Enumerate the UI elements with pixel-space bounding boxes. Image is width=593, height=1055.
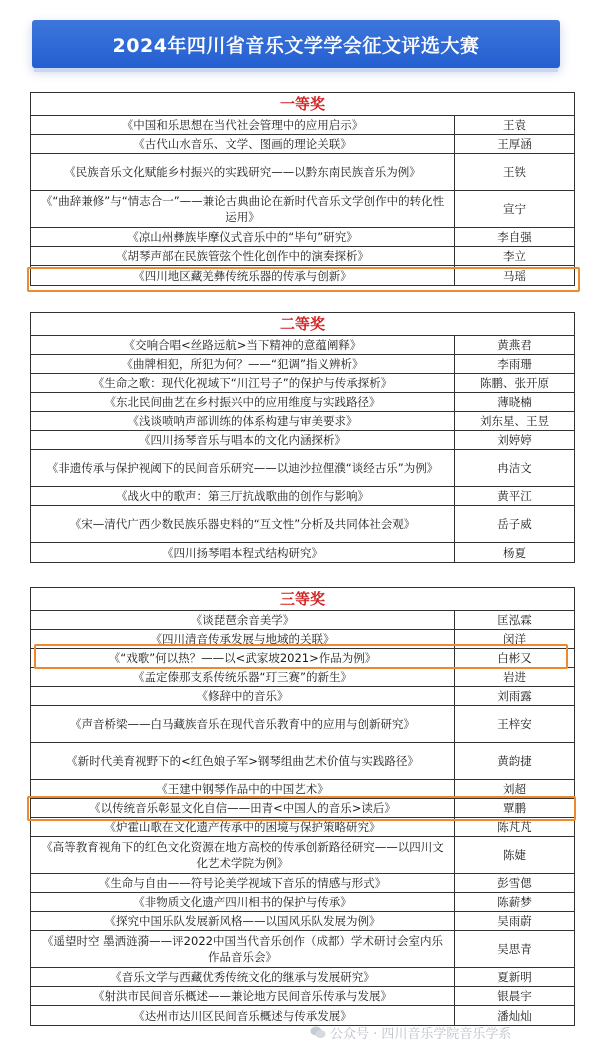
essay-title: 《修辞中的音乐》 — [31, 687, 455, 705]
essay-title: 《浅谈喷呐声部训练的体系构建与审美要求》 — [31, 412, 455, 430]
author-name: 刘东星、王昱 — [480, 414, 549, 428]
essay-title: 《宋—清代广西少数民族乐器史料的“互文性”分析及共同体社会观》 — [31, 506, 455, 542]
table-row — [31, 228, 574, 247]
author-name: 岩进 — [503, 670, 526, 684]
essay-title: 《四川扬琴音乐与唱本的文化内涵探析》 — [31, 431, 455, 449]
table-row — [31, 818, 574, 837]
author-name: 宣宁 — [503, 202, 526, 216]
essay-title: 《中国和乐思想在当代社会管理中的应用启示》 — [31, 116, 455, 134]
table-row — [31, 987, 574, 1006]
table-row — [31, 743, 574, 780]
author-name: 吴思青 — [497, 942, 532, 956]
table-row — [31, 374, 574, 393]
wechat-icon — [310, 1026, 326, 1039]
table-row — [31, 780, 574, 799]
table-row — [31, 611, 574, 630]
author-name: 银晨宇 — [497, 989, 532, 1003]
author-name: 闵洋 — [503, 632, 526, 646]
essay-title: 《射洪市民间音乐概述——兼论地方民间音乐传承与发展》 — [31, 987, 455, 1005]
author-name: 陈鹏、张开原 — [480, 376, 549, 390]
essay-title: 《“曲辞兼修”与“情志合一”——兼论古典曲论在新时代音乐文学创作中的转化性运用》 — [31, 191, 455, 227]
essay-title: 《以传统音乐彰显文化自信——田青<中国人的音乐>读后》 — [31, 799, 455, 817]
essay-title: 《音乐文学与西藏优秀传统文化的继承与发展研究》 — [31, 968, 455, 986]
author-name: 马瑶 — [503, 268, 526, 283]
author-name: 李雨珊 — [497, 357, 532, 371]
essay-title: 《高等教育视角下的红色文化资源在地方高校的传承创新路径研究——以四川文化艺术学院为例》 — [31, 837, 455, 873]
author-name: 王厚涵 — [497, 137, 532, 151]
table-row — [31, 191, 574, 228]
watermark-text: 公众号 · 四川音乐学院音乐学系 — [330, 1026, 512, 1042]
first-prize-table — [30, 92, 575, 286]
essay-title: 《古代山水音乐、文学、图画的理论关联》 — [31, 135, 455, 153]
table-row — [31, 649, 574, 668]
essay-title: 《民族音乐文化赋能乡村振兴的实践研究——以黔东南民族音乐为例》 — [31, 154, 455, 190]
essay-title: 《非遗传承与保护视阈下的民间音乐研究——以迪沙拉俚濮“谈经古乐”为例》 — [31, 450, 455, 486]
essay-title: 《新时代美育视野下的<红色娘子军>钢琴组曲艺术价值与实践路径》 — [31, 743, 455, 779]
author-name: 白彬又 — [497, 651, 532, 665]
author-name: 彭雪偲 — [497, 876, 532, 890]
author-name: 刘超 — [503, 782, 526, 796]
essay-title: 《遥望时空 墨洒涟漪——评2022中国当代音乐创作（成都）学术研讨会室内乐作品音乐会》 — [31, 931, 455, 967]
table-row — [31, 799, 574, 818]
first-prize-heading: 一等奖 — [31, 93, 574, 116]
table-row — [31, 247, 574, 266]
table-row — [31, 393, 574, 412]
table-row — [31, 412, 574, 431]
author-name: 王袁 — [503, 118, 526, 132]
author-name: 王梓安 — [497, 717, 532, 731]
page-title: 2024年四川省音乐文学学会征文评选大赛 — [112, 34, 480, 57]
author-name: 王铁 — [503, 165, 526, 179]
table-row — [31, 543, 574, 562]
table-row — [31, 687, 574, 706]
table-row — [31, 968, 574, 987]
author-name: 夏新明 — [497, 970, 532, 984]
table-row — [31, 431, 574, 450]
third-prize-table — [30, 587, 575, 1026]
essay-title: 《非物质文化遗产四川相书的保护与传承》 — [31, 893, 455, 911]
page-title-banner — [32, 20, 560, 68]
table-row — [31, 355, 574, 374]
essay-title: 《探究中国乐队发展新风格——以国风乐队发展为例》 — [31, 912, 455, 930]
author-name: 匡泓霖 — [497, 613, 532, 627]
table-row — [31, 668, 574, 687]
table-row — [31, 931, 574, 968]
essay-title: 《孟定傣那支系传统乐器“玎三赛”的新生》 — [31, 668, 455, 686]
essay-title: 《声音桥梁——白马藏族音乐在现代音乐教育中的应用与创新研究》 — [31, 706, 455, 742]
author-name: 潘灿灿 — [497, 1008, 532, 1023]
table-row — [31, 706, 574, 743]
table-row — [31, 506, 574, 543]
author-name: 黄韵捷 — [497, 754, 532, 768]
essay-title: 《四川清音传承发展与地域的关联》 — [31, 630, 455, 648]
author-name: 冉洁文 — [497, 461, 532, 475]
author-name: 陈薪梦 — [497, 895, 532, 909]
essay-title: 《战火中的歌声：第三厅抗战歌曲的创作与影响》 — [31, 487, 455, 505]
author-name: 陈婕 — [503, 848, 526, 862]
table-row — [31, 630, 574, 649]
second-prize-table — [30, 312, 575, 563]
essay-title: 《炉霍山歌在文化遗产传承中的困境与保护策略研究》 — [31, 818, 455, 836]
essay-title: 《生命与自由——符号论美学视域下音乐的情感与形式》 — [31, 874, 455, 892]
author-name: 刘雨露 — [497, 689, 532, 703]
author-name: 黄平江 — [497, 489, 532, 503]
author-name: 李立 — [503, 249, 526, 263]
table-row — [31, 893, 574, 912]
essay-title: 《东北民间曲艺在乡村振兴中的应用维度与实践路径》 — [31, 393, 455, 411]
essay-title: 《凉山州彝族毕摩仪式音乐中的“毕句”研究》 — [31, 228, 455, 246]
essay-title: 《交响合唱<丝路远航>当下精神的意蕴阐释》 — [31, 336, 455, 354]
second-prize-heading: 二等奖 — [31, 313, 574, 336]
essay-title: 《胡琴声部在民族管弦个性化创作中的演奏探析》 — [31, 247, 455, 265]
author-name: 刘婷婷 — [497, 433, 532, 447]
author-name: 吴雨蔚 — [497, 914, 532, 928]
essay-title: 《“戏歌”何以热？——以<武家坡2021>作品为例》 — [31, 649, 455, 667]
author-name: 陈芃芃 — [497, 820, 532, 834]
author-name: 覃鹏 — [503, 801, 526, 815]
essay-title: 《王建中钢琴作品中的中国艺术》 — [31, 780, 455, 798]
table-row — [31, 487, 574, 506]
essay-title: 《曲牌相犯，所犯为何？——“犯调”指义辨析》 — [31, 355, 455, 373]
essay-title: 《生命之歌：现代化视域下“川江号子”的保护与传承探析》 — [31, 374, 455, 392]
essay-title: 《四川地区藏羌彝传统乐器的传承与创新》 — [31, 266, 455, 285]
author-name: 黄燕君 — [497, 338, 532, 352]
essay-title: 《谈琵琶余音美学》 — [31, 611, 455, 629]
essay-title: 《达州市达川区民间音乐概述与传承发展》 — [31, 1006, 455, 1025]
table-row — [31, 450, 574, 487]
author-name: 岳子威 — [497, 517, 532, 531]
table-row — [31, 116, 574, 135]
table-row — [31, 135, 574, 154]
table-row — [31, 154, 574, 191]
author-name: 李自强 — [497, 230, 532, 244]
author-name: 杨夏 — [503, 545, 526, 560]
table-row — [31, 837, 574, 874]
table-row — [31, 336, 574, 355]
watermark — [310, 1022, 590, 1042]
essay-title: 《四川扬琴唱本程式结构研究》 — [31, 543, 455, 562]
third-prize-heading: 三等奖 — [31, 588, 574, 611]
table-row — [31, 912, 574, 931]
table-row — [31, 874, 574, 893]
table-row — [31, 266, 574, 285]
author-name: 薄晓楠 — [497, 395, 532, 409]
